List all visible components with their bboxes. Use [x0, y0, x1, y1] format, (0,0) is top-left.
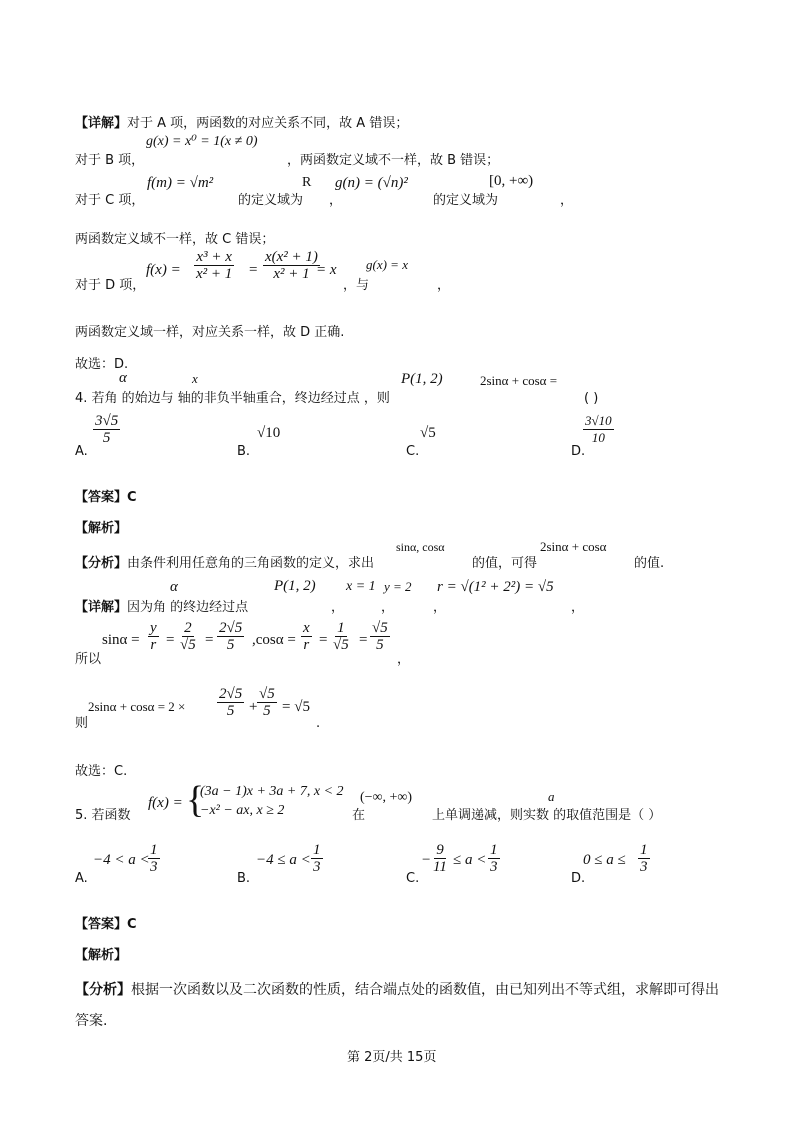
minus-sign: − [422, 852, 431, 868]
suoyi-text: 所以 [75, 652, 102, 667]
a5-fenxi-line: 【分析】根据一次函数以及二次函数的性质，结合端点处的函数值，由已知列出不等式组，求解即可得出 [75, 982, 719, 998]
frac-2sqrt5-5: $\frac{2√5}{5}$ [219, 686, 243, 719]
sin-lhs: sinα = [102, 632, 140, 648]
a5-fenxi-line-2: 答案. [75, 1013, 108, 1029]
point-p: P(1, 2) [401, 371, 443, 387]
q4-option-b: √10 [257, 425, 281, 441]
comma: ， [437, 278, 451, 293]
xiangjie-line: 【详解】因为角 的终边经过点 [75, 600, 249, 615]
comma: ， [397, 652, 411, 667]
page-footer: 第 2页/共 15页 [347, 1050, 437, 1065]
f-m-formula: f(m) = √m² [147, 175, 214, 191]
y-equals-2: y = 2 [384, 579, 412, 594]
frac-1-3: $\frac{1}{3}$ [640, 842, 648, 875]
q5-option-a: −4 < a < [93, 852, 150, 868]
analysis-tag: 【解析】 [75, 948, 128, 963]
q4-paren: ( ) [584, 391, 599, 406]
alpha-symbol: α [170, 579, 178, 595]
detail-line-d2: 两函数定义域一样，对应关系一样，故 D 正确. [75, 325, 345, 340]
detail-line-c2: 两函数定义域不一样，故 C 错误； [75, 232, 275, 247]
r-formula: r = √(1² + 2²) = √5 [437, 579, 554, 595]
comma: ， [571, 600, 585, 615]
eq-sign: = [249, 262, 258, 278]
q5-stem-prefix: 5. 若函数 [75, 808, 131, 823]
x-symbol: x [192, 371, 198, 386]
sin-cos: sinα, cosα [396, 540, 445, 554]
q5-case-2: −x² − ax, x ≥ 2 [200, 803, 285, 818]
detail-line-a: 【详解】对于 A 项，两函数的对应关系不同，故 A 错误； [75, 116, 409, 131]
x-equals-1: x = 1 [346, 579, 376, 594]
g-x-formula: g(x) = x [366, 257, 408, 272]
g-n-formula: g(n) = (√n)² [335, 175, 408, 191]
fenxi-end: 的值. [634, 556, 665, 571]
frac-1-3: $\frac{1}{3}$ [150, 842, 158, 875]
q5-case-1: (3a − 1)x + 3a + 7, x < 2 [200, 784, 344, 799]
cos-lhs: ,cosα = [252, 632, 296, 648]
q5-option-b-label: B. [237, 871, 251, 886]
left-brace: { [186, 779, 205, 821]
calc-lhs: 2sinα + cosα = 2 × [88, 699, 186, 714]
plus-sign: + [249, 699, 258, 715]
interval-zero-inf: [0, +∞) [489, 173, 534, 189]
q4-option-d-label: D. [571, 444, 586, 459]
eq-sign: = [319, 632, 328, 648]
frac-1-3: $\frac{1}{3}$ [490, 842, 498, 875]
eq-sign: = [205, 632, 214, 648]
comma: ， [329, 193, 343, 208]
eq-sign: = [166, 632, 175, 648]
g-a-formula: g(x) = x⁰ = 1(x ≠ 0) [146, 134, 258, 149]
fenxi-line: 【分析】由条件利用任意角的三角函数的定义，求出 [75, 556, 375, 571]
q5-stem-suffix: 上单调递减，则实数 的取值范围是（ ） [432, 808, 662, 823]
q4-option-d: $\frac{3√10}{10}$ [585, 413, 612, 445]
q4-option-c-label: C. [406, 444, 420, 459]
answer-tag: 【答案】C [75, 917, 137, 932]
q5-a-symbol: a [548, 789, 555, 804]
q5-option-c-label: C. [406, 871, 420, 886]
q4-option-a: $\frac{3√5}{5}$ [95, 413, 119, 446]
eq-sqrt5: = √5 [282, 699, 310, 715]
yu-text: ，与 [343, 278, 370, 293]
eq-sign: = [359, 632, 368, 648]
q4-stem: 4. 若角 的始边与 轴的非负半轴重合，终边经过点 ，则 [75, 391, 390, 406]
detail-line-b-prefix: 对于 B 项， [75, 153, 145, 168]
frac-2-sqrt5: $\frac{2}{√5}$ [180, 620, 196, 653]
ze-text: 则 [75, 716, 89, 731]
expr-2sin-cos: 2sinα + cosα [540, 539, 607, 554]
frac-sqrt5-5: $\frac{√5}{5}$ [372, 620, 388, 653]
frac-1-sqrt5: $\frac{1}{√5}$ [333, 620, 349, 653]
fenxi-mid: 的值，可得 [472, 556, 538, 571]
q5-option-b: −4 ≤ a < [256, 852, 311, 868]
q5-interval: (−∞, +∞) [360, 790, 413, 805]
fraction-1: $\frac{\text{x³ + x}}{\text{x² + 1}}$ [196, 249, 233, 282]
period: . [316, 716, 321, 731]
frac-y-r: $\frac{y}{r}$ [150, 620, 157, 653]
f-x-lhs: f(x) = [146, 262, 181, 278]
fraction-2: $\frac{\text{x(x² + 1)}}{\text{x² + 1}}$ [265, 249, 318, 282]
eq-x: = x [316, 262, 337, 278]
set-r: R [302, 175, 312, 190]
comma: ， [331, 600, 345, 615]
domain-text-2: 的定义域为 [433, 193, 499, 208]
q4-option-c: √5 [420, 425, 436, 441]
q5-f-lhs: f(x) = [148, 795, 183, 811]
frac-2sqrt5-5: $\frac{2√5}{5}$ [219, 620, 243, 653]
comma: ， [433, 600, 447, 615]
comma: ， [381, 600, 395, 615]
frac-sqrt5-5: $\frac{√5}{5}$ [259, 686, 275, 719]
answer-line: 故选：C. [75, 764, 128, 779]
point-p: P(1, 2) [274, 578, 316, 594]
frac-x-r: $\frac{x}{r}$ [303, 620, 310, 653]
q4-expression: 2sinα + cosα = [480, 373, 558, 388]
q5-option-d: 0 ≤ a ≤ [583, 852, 626, 868]
detail-line-d-prefix: 对于 D 项， [75, 278, 146, 293]
q5-zai: 在 [352, 808, 366, 823]
frac-1-3: $\frac{1}{3}$ [313, 842, 321, 875]
detail-line-c-prefix: 对于 C 项， [75, 193, 145, 208]
answer-tag: 【答案】C [75, 490, 137, 505]
q5-option-a-label: A. [75, 871, 88, 886]
comma: ， [560, 193, 574, 208]
q4-option-a-label: A. [75, 444, 88, 459]
analysis-tag: 【解析】 [75, 521, 128, 536]
frac-9-11: $\frac{9}{11}$ [433, 842, 447, 875]
q5-option-c: ≤ a < [453, 852, 487, 868]
q4-option-b-label: B. [237, 444, 251, 459]
domain-text-1: 的定义域为 [238, 193, 304, 208]
detail-line-b-suffix: ，两函数定义域不一样，故 B 错误； [287, 153, 500, 168]
q5-option-d-label: D. [571, 871, 586, 886]
answer-line: 故选：D. [75, 357, 129, 372]
alpha-symbol: α [119, 370, 127, 386]
